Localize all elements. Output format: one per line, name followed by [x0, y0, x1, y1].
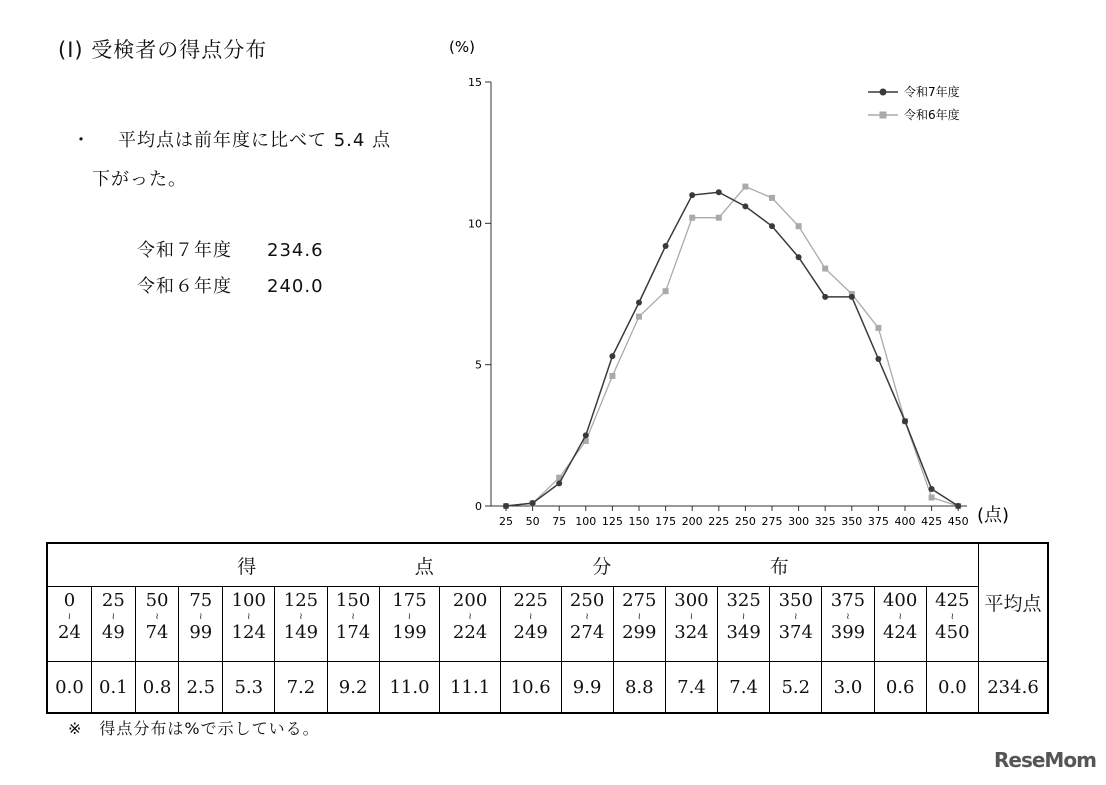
- range-to: 149: [283, 622, 319, 643]
- data-point-r7: [875, 356, 881, 362]
- range-tilde: ≀: [299, 612, 303, 622]
- range-from: 0: [63, 590, 76, 611]
- data-point-r7: [689, 192, 695, 198]
- range-cell: [179, 587, 223, 662]
- data-point-r7: [769, 223, 775, 229]
- x-tick-label: 425: [921, 515, 943, 528]
- x-tick-label: 275: [761, 515, 783, 528]
- header-char: 得: [237, 555, 257, 578]
- data-point-r7: [955, 503, 961, 509]
- data-point-r6: [689, 215, 695, 221]
- header-char: 布: [769, 555, 789, 578]
- range-cell: [561, 587, 613, 662]
- x-tick-label: 225: [708, 515, 730, 528]
- range-from: 300: [674, 590, 709, 611]
- resemom-logo: ReseMom: [994, 748, 1096, 772]
- x-tick-label: 325: [814, 515, 836, 528]
- x-tick-label: 125: [601, 515, 623, 528]
- range-to: 224: [452, 622, 488, 643]
- range-cell: [47, 587, 91, 662]
- range-tilde: ≀: [741, 612, 746, 622]
- value-cell: 0.0: [47, 662, 91, 714]
- range-tilde: ≀: [468, 612, 472, 622]
- value-cell: 0.6: [874, 662, 926, 714]
- range-to: 174: [335, 622, 371, 643]
- data-point-r6: [663, 288, 669, 294]
- y-tick-label: 10: [468, 217, 482, 231]
- range-to: 24: [58, 622, 81, 643]
- range-to: 450: [935, 622, 970, 643]
- range-from: 25: [101, 590, 125, 611]
- data-point-r6: [769, 195, 775, 201]
- range-from: 200: [452, 590, 488, 611]
- range-cell: [440, 587, 501, 662]
- value-cell: 11.0: [379, 662, 440, 714]
- average-year-label: 令和６年度: [137, 276, 232, 297]
- data-point-r6: [716, 215, 722, 221]
- x-tick-label: 100: [575, 515, 597, 528]
- value-cell: 10.6: [500, 662, 561, 714]
- range-cell: [874, 587, 926, 662]
- x-tick-label: 75: [552, 515, 567, 528]
- header-cell: [47, 543, 979, 587]
- range-to: 274: [569, 622, 605, 643]
- range-from: 250: [569, 590, 605, 611]
- range-to: 299: [622, 622, 657, 643]
- range-to: 324: [674, 622, 709, 643]
- value-cell: 2.5: [179, 662, 223, 714]
- range-from: 275: [622, 590, 657, 611]
- range-cell: [500, 587, 561, 662]
- series-line-r7: [506, 192, 958, 506]
- value-cell: 0.0: [926, 662, 978, 714]
- section-title: (Ⅰ) 受検者の得点分布: [58, 38, 268, 62]
- table-range-row: [47, 587, 1048, 662]
- range-from: 350: [778, 590, 813, 611]
- range-to: 374: [778, 622, 813, 643]
- header-char: 点: [414, 555, 434, 578]
- value-cell: 7.4: [718, 662, 770, 714]
- score-distribution-table: [46, 542, 1049, 714]
- range-tilde: ≀: [846, 612, 850, 622]
- range-from: 225: [513, 590, 548, 611]
- range-from: 50: [145, 590, 169, 611]
- data-point-r7: [530, 500, 536, 506]
- data-point-r7: [929, 486, 935, 492]
- range-cell: [718, 587, 770, 662]
- value-cell: 5.2: [770, 662, 822, 714]
- x-tick-label: 400: [894, 515, 916, 528]
- range-to: 199: [392, 622, 427, 643]
- value-cell: 7.4: [665, 662, 717, 714]
- range-to: 349: [726, 622, 761, 643]
- data-point-r7: [902, 418, 908, 424]
- average-header-cell: 平均点: [979, 543, 1049, 662]
- y-tick-label: 15: [468, 76, 482, 89]
- value-cell: 7.2: [275, 662, 327, 714]
- range-tilde: ≀: [407, 612, 412, 622]
- data-point-r6: [636, 314, 642, 320]
- value-cell: 0.8: [135, 662, 179, 714]
- range-from: 175: [392, 590, 427, 611]
- x-tick-label: 200: [681, 515, 703, 528]
- data-point-r6: [609, 373, 615, 379]
- range-tilde: ≀: [794, 612, 798, 622]
- range-tilde: ≀: [351, 612, 355, 622]
- data-point-r7: [742, 203, 748, 209]
- range-cell: [135, 587, 179, 662]
- x-tick-label: 375: [867, 515, 889, 528]
- range-from: 375: [830, 590, 866, 611]
- x-tick-label: 450: [947, 515, 969, 528]
- average-value-cell: 234.6: [979, 662, 1049, 714]
- data-point-r6: [929, 495, 935, 501]
- range-cell: [665, 587, 717, 662]
- value-cell: 11.1: [440, 662, 501, 714]
- range-from: 325: [726, 590, 761, 611]
- range-tilde: ≀: [155, 612, 159, 622]
- data-point-r7: [822, 294, 828, 300]
- range-tilde: ≀: [247, 612, 251, 622]
- range-to: 424: [882, 622, 918, 643]
- x-tick-label: 175: [655, 515, 677, 528]
- data-point-r6: [875, 325, 881, 331]
- range-tilde: ≀: [111, 612, 116, 622]
- value-cell: 9.9: [561, 662, 613, 714]
- range-cell: [613, 587, 665, 662]
- data-point-r6: [796, 223, 802, 229]
- data-point-r7: [849, 294, 855, 300]
- average-year-label: 令和７年度: [137, 240, 232, 261]
- data-point-r7: [503, 503, 509, 509]
- data-point-r7: [796, 254, 802, 260]
- range-cell: [91, 587, 135, 662]
- range-tilde: ≀: [67, 612, 72, 622]
- range-from: 400: [882, 590, 918, 611]
- range-from: 150: [335, 590, 371, 611]
- range-from: 75: [189, 590, 213, 611]
- range-tilde: ≀: [898, 612, 902, 622]
- range-from: 425: [935, 590, 970, 611]
- range-tilde: ≀: [637, 612, 641, 622]
- x-tick-label: 25: [499, 515, 513, 528]
- range-cell: [327, 587, 379, 662]
- range-to: 124: [231, 622, 266, 643]
- value-cell: 9.2: [327, 662, 379, 714]
- header-char: 分: [592, 555, 612, 578]
- x-tick-label: 50: [525, 515, 540, 528]
- footnote: ※ 得点分布は%で示している。: [68, 719, 320, 738]
- data-point-r7: [663, 243, 669, 249]
- value-cell: 5.3: [223, 662, 275, 714]
- data-point-r7: [609, 353, 615, 359]
- range-cell: [275, 587, 327, 662]
- x-tick-label: 300: [788, 515, 810, 528]
- data-point-r6: [742, 184, 748, 190]
- y-tick-label: 0: [475, 500, 482, 513]
- y-axis-label: (%): [449, 38, 475, 56]
- range-cell: [770, 587, 822, 662]
- value-cell: 3.0: [822, 662, 874, 714]
- value-cell: 0.1: [91, 662, 135, 714]
- range-from: 125: [283, 590, 319, 611]
- range-to: 399: [830, 622, 866, 643]
- range-tilde: ≀: [950, 612, 955, 622]
- data-point-r7: [583, 432, 589, 438]
- data-point-r7: [556, 480, 562, 486]
- x-tick-label: 250: [734, 515, 756, 528]
- x-tick-label: 350: [841, 515, 863, 528]
- table-header-row: [47, 543, 1048, 587]
- summary-line-2: 下がった。: [92, 169, 187, 190]
- data-point-r7: [636, 299, 642, 305]
- table-value-row: [47, 662, 1048, 714]
- range-tilde: ≀: [529, 612, 533, 622]
- range-tilde: ≀: [689, 612, 694, 622]
- range-from: 100: [231, 590, 266, 611]
- legend-marker-r6: [880, 112, 887, 119]
- x-tick-label: 150: [628, 515, 650, 528]
- range-tilde: ≀: [585, 612, 589, 622]
- data-point-r7: [716, 189, 722, 195]
- range-to: 99: [189, 622, 213, 643]
- average-value: 234.6: [267, 240, 324, 261]
- range-cell: [223, 587, 275, 662]
- range-to: 49: [101, 622, 125, 643]
- range-tilde: ≀: [199, 612, 203, 622]
- range-to: 249: [513, 622, 548, 643]
- legend-marker-r7: [880, 89, 887, 96]
- range-cell: [926, 587, 978, 662]
- data-point-r6: [822, 266, 828, 272]
- range-to: 74: [145, 622, 169, 643]
- legend-label-r7: 令和7年度: [904, 85, 960, 99]
- y-tick-label: 5: [475, 358, 482, 372]
- range-cell: [379, 587, 440, 662]
- average-value: 240.0: [267, 276, 324, 297]
- x-axis-label: (点): [977, 505, 1010, 526]
- range-cell: [822, 587, 874, 662]
- summary-text-1: 平均点は前年度に比べて 5.4 点: [118, 130, 392, 151]
- value-cell: 8.8: [613, 662, 665, 714]
- legend-label-r6: 令和6年度: [904, 108, 960, 122]
- summary-bullet: ・: [72, 130, 91, 151]
